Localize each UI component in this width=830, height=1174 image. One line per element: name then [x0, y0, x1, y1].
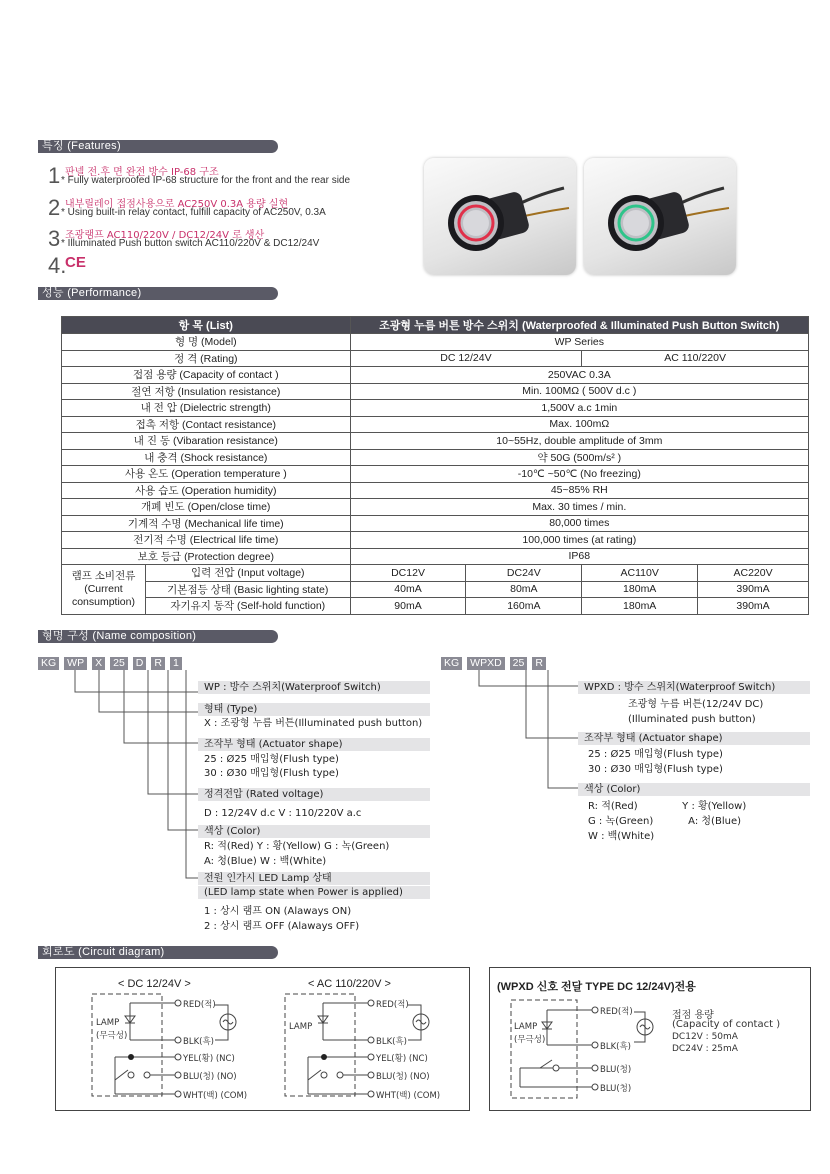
- table-cell: 390mA: [698, 581, 809, 598]
- ce-mark-icon: CE: [65, 254, 86, 271]
- table-cell: 접촉 저항 (Contact resistance): [62, 416, 351, 433]
- table-cell: 사용 습도 (Operation humidity): [62, 482, 351, 499]
- feature-english: * Fully waterproofed IP-68 structure for the front and the rear side: [61, 175, 351, 186]
- table-cell: AC110V: [582, 565, 698, 582]
- contact-capacity-line: DC24V : 25mA: [672, 1044, 738, 1054]
- wire-label: RED(적): [600, 1007, 633, 1017]
- table-cell: 100,000 times (at rating): [350, 532, 808, 549]
- table-cell: 160mA: [466, 598, 582, 615]
- name-composition-line: 형태 (Type): [198, 703, 430, 716]
- table-cell: 개폐 빈도 (Open/close time): [62, 499, 351, 516]
- wire-label: BLU(청) (NO): [376, 1072, 430, 1082]
- table-cell: Max. 100mΩ: [350, 416, 808, 433]
- contact-capacity-line: (Capacity of contact ): [672, 1019, 781, 1030]
- nonpolar-label: (무극성): [96, 1031, 128, 1041]
- table-cell: 80,000 times: [350, 515, 808, 532]
- lamp-label: LAMP: [96, 1018, 120, 1028]
- table-cell: DC12V: [350, 565, 466, 582]
- table-cell: 180mA: [582, 581, 698, 598]
- table-cell: 45~85% RH: [350, 482, 808, 499]
- name-composition-line: X : 조광형 누름 버튼(Illuminated push button): [204, 718, 423, 729]
- table-cell: -10℃ ~50℃ (No freezing): [350, 466, 808, 483]
- table-cell: 기계적 수명 (Mechanical life time): [62, 515, 351, 532]
- lamp-label: LAMP: [514, 1022, 538, 1032]
- name-composition-line: (LED lamp state when Power is applied): [198, 886, 430, 899]
- table-cell: 절연 저항 (Insulation resistance): [62, 383, 351, 400]
- wire-label: YEL(황) (NC): [376, 1054, 428, 1064]
- wire-label: YEL(황) (NC): [183, 1054, 235, 1064]
- name-composition-line: 30 : Ø30 매입형(Flush type): [204, 768, 339, 779]
- code-segment: R: [532, 657, 546, 670]
- table-cell: 내 진 동 (Vibaration resistance): [62, 433, 351, 450]
- feature-number: 3: [48, 226, 61, 251]
- name-composition-line: A: 청(Blue) W : 백(White): [204, 856, 327, 867]
- contact-capacity-line: DC12V : 50mA: [672, 1032, 738, 1042]
- nonpolar-label: (무극성): [514, 1035, 546, 1045]
- table-cell: 80mA: [466, 581, 582, 598]
- circuit-title-wpxd: (WPXD 신호 전달 TYPE DC 12/24V)전용: [497, 981, 696, 993]
- code-segment: X: [92, 657, 105, 670]
- feature-number: 1: [48, 163, 61, 188]
- wire-label: BLK(흑): [183, 1037, 214, 1047]
- lamp-label-line: (Current: [84, 582, 123, 595]
- table-cell: 형 명 (Model): [62, 334, 351, 351]
- circuit-title-dc: < DC 12/24V >: [118, 978, 191, 990]
- name-composition-line: 조작부 형태 (Actuator shape): [198, 738, 430, 751]
- lamp-label-line: consumption): [71, 595, 135, 608]
- table-cell: DC24V: [466, 565, 582, 582]
- code-segment: KG: [38, 657, 59, 670]
- name-composition-line: R: 적(Red) Y : 황(Yellow): [588, 801, 747, 812]
- lamp-label-line: 램프 소비전류: [71, 569, 136, 582]
- feature-korean: 판넬 전.후 면 완전 방수 IP-68 구조: [65, 167, 219, 178]
- wire-label: RED(적): [183, 1000, 216, 1010]
- code-segment: KG: [441, 657, 462, 670]
- table-cell: 전기적 수명 (Electrical life time): [62, 532, 351, 549]
- table-cell: 접점 용량 (Capacity of contact ): [62, 367, 351, 384]
- table-cell: 40mA: [350, 581, 466, 598]
- table-cell: 180mA: [582, 598, 698, 615]
- table-cell: IP68: [350, 548, 808, 565]
- name-composition-line: D : 12/24V d.c V : 110/220V a.c: [204, 808, 362, 819]
- feature-number: 2: [48, 195, 61, 220]
- name-composition-line: 색상 (Color): [198, 825, 430, 838]
- feature-english: * Illuminated Push button switch AC110/220V & DC12/24V: [61, 238, 320, 249]
- feature-korean: 조광램프 AC110/220V / DC12/24V 로 생산: [65, 230, 265, 241]
- table-cell: 390mA: [698, 598, 809, 615]
- table-cell: Min. 100MΩ ( 500V d.c ): [350, 383, 808, 400]
- table-cell: 자기유지 동작 (Self-hold function): [145, 598, 350, 615]
- name-composition-line: 2 : 상시 램프 OFF (Alaways OFF): [204, 921, 360, 932]
- feature-number: 4.: [48, 253, 67, 278]
- name-composition-line: 정격전압 (Rated voltage): [198, 788, 430, 801]
- name-composition-line: 전원 인가시 LED Lamp 상태: [198, 872, 430, 885]
- table-cell: 10~55Hz, double amplitude of 3mm: [350, 433, 808, 450]
- table-header-cell: 항 목 (List): [62, 317, 351, 334]
- name-composition-line: 조작부 형태 (Actuator shape): [578, 732, 810, 745]
- name-composition-line: R: 적(Red) Y : 황(Yellow) G : 녹(Green): [204, 841, 390, 852]
- table-cell: 약 50G (500m/s² ): [350, 449, 808, 466]
- name-composition-line: (Illuminated push button): [628, 714, 756, 725]
- name-composition-line: 조광형 누름 버튼(12/24V DC): [628, 699, 764, 710]
- name-composition-line: WP : 방수 스위치(Waterproof Switch): [198, 681, 430, 694]
- section-title: 성능 (Performance): [42, 287, 142, 299]
- table-cell: Max. 30 times / min.: [350, 499, 808, 516]
- table-cell: DC 12/24V: [350, 350, 582, 367]
- section-title: 형명 구성 (Name composition): [42, 630, 197, 642]
- feature-korean: 내부릴레이 접점사용으로 AC250V 0.3A 용량 실현: [65, 199, 289, 210]
- table-cell: 정 격 (Rating): [62, 350, 351, 367]
- table-cell: 입력 전압 (Input voltage): [145, 565, 350, 582]
- code-segment: D: [133, 657, 147, 670]
- table-header-cell: 조광형 누름 버튼 방수 스위치 (Waterproofed & Illuminated Push Button Switch): [350, 317, 808, 334]
- name-composition-line: WPXD : 방수 스위치(Waterproof Switch): [578, 681, 810, 694]
- code-segment: WP: [64, 657, 87, 670]
- lamp-label: LAMP: [289, 1022, 313, 1032]
- wire-label: WHT(백) (COM): [376, 1091, 441, 1101]
- name-composition-line: G : 녹(Green) A: 청(Blue): [588, 816, 741, 827]
- code-segment: 25: [110, 657, 128, 670]
- table-cell: WP Series: [350, 334, 808, 351]
- wire-label: BLU(청): [600, 1065, 632, 1075]
- table-cell: AC220V: [698, 565, 809, 582]
- name-composition-line: 25 : Ø25 매입형(Flush type): [204, 754, 339, 765]
- code-segment: WPXD: [467, 657, 505, 670]
- wire-label: WHT(백) (COM): [183, 1091, 248, 1101]
- name-composition-line: 30 : Ø30 매입형(Flush type): [588, 764, 723, 775]
- table-cell: 내 전 압 (Dielectric strength): [62, 400, 351, 417]
- name-composition-line: 1 : 상시 램프 ON (Alaways ON): [204, 906, 352, 917]
- table-cell: 기본점등 상태 (Basic lighting state): [145, 581, 350, 598]
- table-cell: 90mA: [350, 598, 466, 615]
- code-segment: 1: [170, 657, 182, 670]
- table-cell: 1,500V a.c 1min: [350, 400, 808, 417]
- table-cell: 내 충격 (Shock resistance): [62, 449, 351, 466]
- table-cell: 보호 등급 (Protection degree): [62, 548, 351, 565]
- feature-english: * Using built-in relay contact, fulfill capacity of AC250V, 0.3A: [61, 207, 326, 218]
- wire-label: BLK(흑): [376, 1037, 407, 1047]
- table-cell: 250VAC 0.3A: [350, 367, 808, 384]
- contact-capacity-line: 접점 용량: [672, 1010, 714, 1021]
- wire-label: BLU(청) (NO): [183, 1072, 237, 1082]
- circuit-title-ac: < AC 110/220V >: [308, 978, 391, 990]
- section-title: 특징 (Features): [42, 140, 121, 152]
- code-segment: 25: [510, 657, 528, 670]
- name-composition-line: W : 백(White): [588, 831, 655, 842]
- name-composition-line: 25 : Ø25 매입형(Flush type): [588, 749, 723, 760]
- code-segment: R: [151, 657, 165, 670]
- wire-label: BLK(흑): [600, 1042, 631, 1052]
- wire-label: RED(적): [376, 1000, 409, 1010]
- name-composition-line: 색상 (Color): [578, 783, 810, 796]
- section-title: 회로도 (Circuit diagram): [42, 946, 165, 958]
- table-cell: 사용 온도 (Operation temperature ): [62, 466, 351, 483]
- table-cell: AC 110/220V: [582, 350, 809, 367]
- wire-label: BLU(청): [600, 1084, 632, 1094]
